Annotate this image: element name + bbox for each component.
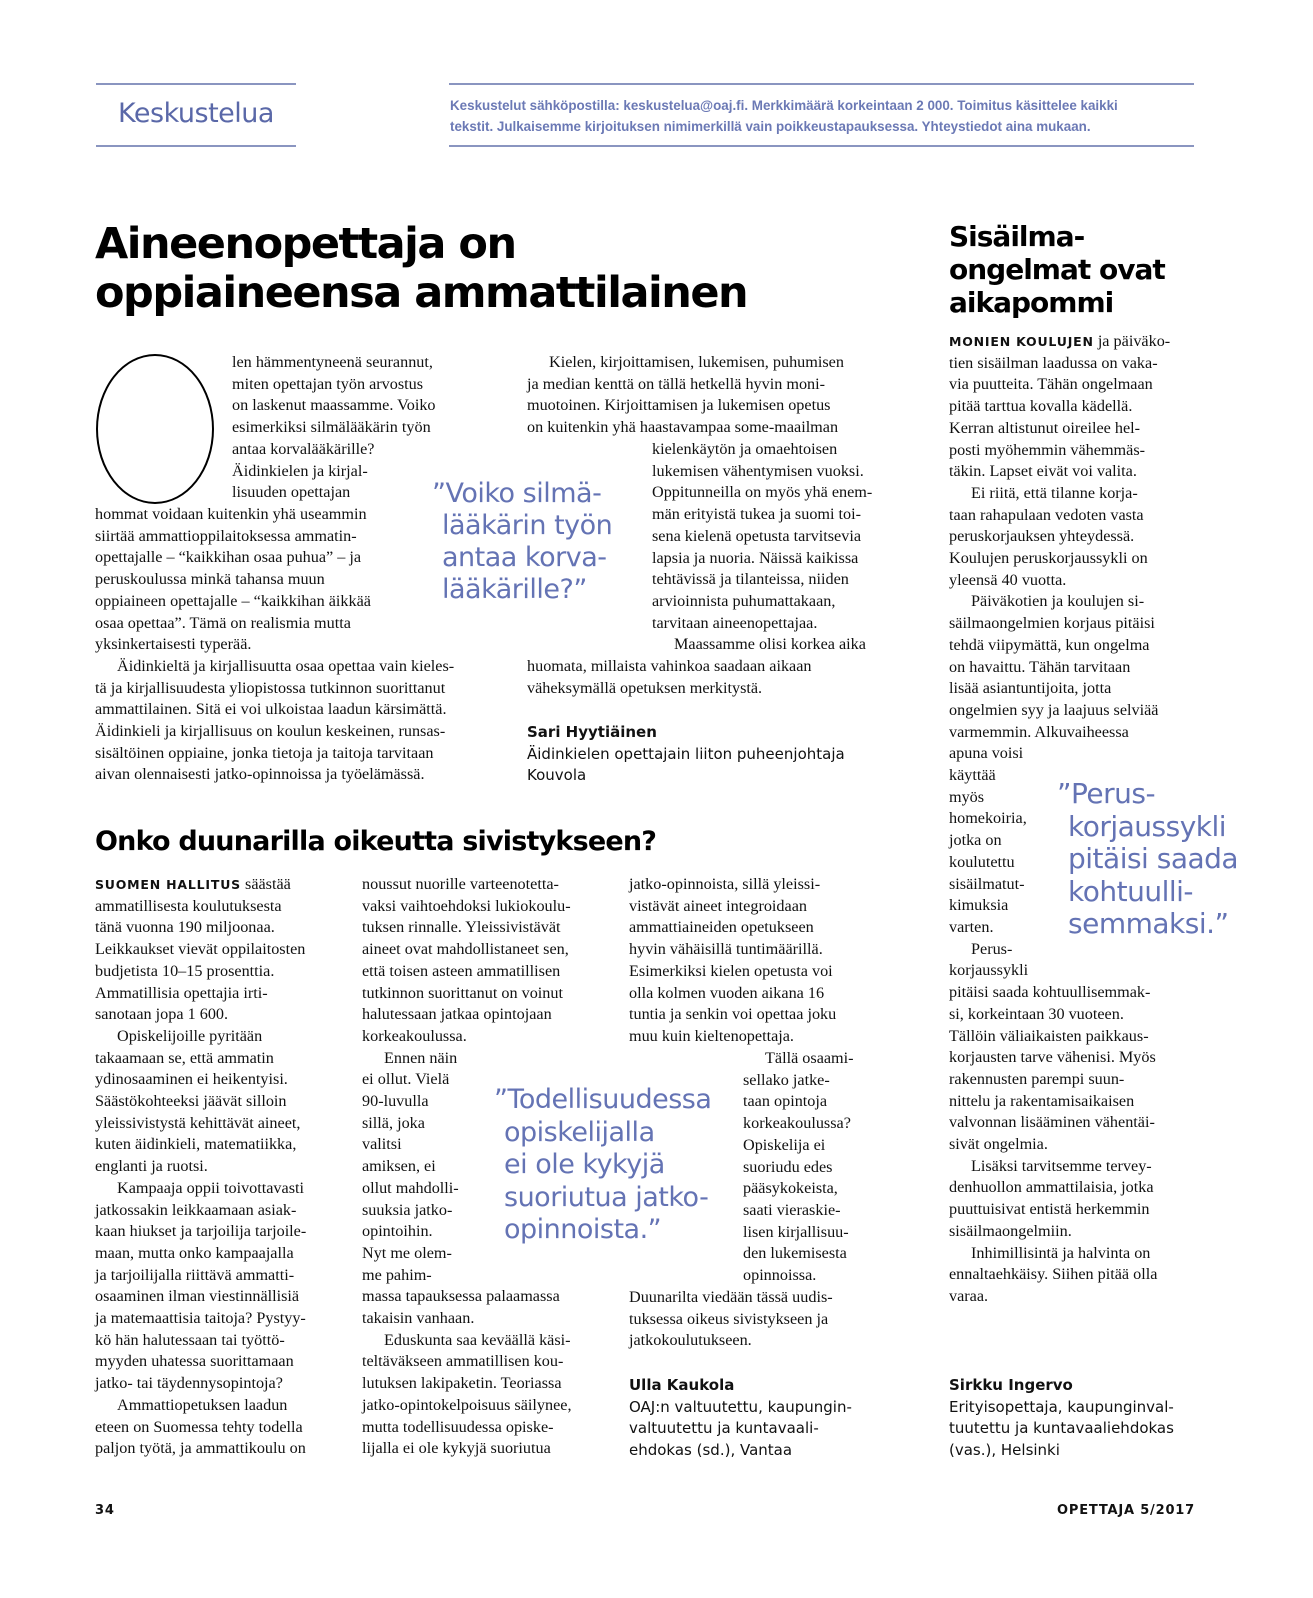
text-line: tuksen rinnalle. Yleissivistävät bbox=[362, 918, 561, 937]
text-line: mutta todellisuudessa opiske- bbox=[362, 1417, 554, 1436]
text-line: korjaussykli bbox=[949, 961, 1029, 980]
text-line: osaa opettaa”. Tämä on realismia mutta bbox=[95, 613, 351, 632]
text-line: varten. bbox=[949, 917, 994, 936]
article2-signature bbox=[949, 1375, 1174, 1462]
author-name: Sari Hyytiäinen bbox=[527, 723, 657, 741]
text-line: Leikkaukset vievät oppilaitosten bbox=[95, 940, 306, 959]
text-line: män erityistä tukea ja suomi toi- bbox=[652, 505, 862, 524]
text-line: ongelmien syy ja laajuus selviää bbox=[949, 700, 1159, 719]
text-line: olla kolmen vuoden aikana 16 bbox=[629, 983, 825, 1002]
text-line: tien sisäilman laadussa on vaka- bbox=[949, 353, 1158, 372]
text-line: jatko-opintokelpoisuus säilynee, bbox=[362, 1395, 572, 1414]
text-line: posti myöhemmin vähemmäs- bbox=[949, 440, 1146, 459]
text-line: lijalla ei ole kykyjä suoriutua bbox=[362, 1439, 551, 1458]
article3-col3-top bbox=[629, 874, 836, 1048]
text-line: peruskorjauksen yhteydessä. bbox=[949, 527, 1135, 546]
article1-intro-wrap bbox=[232, 352, 436, 504]
pull-quote-line: lääkärin työn bbox=[442, 510, 613, 541]
headline-line: Aineenopettaja on bbox=[95, 219, 516, 269]
text-line: ollut mahdolli- bbox=[362, 1178, 459, 1197]
text-line: myyden uhatessa suorittamaan bbox=[95, 1352, 294, 1371]
section-rule-bottom bbox=[96, 145, 296, 147]
headline-line: Sisäilma- bbox=[949, 220, 1085, 253]
text-line: len hämmentyneenä seurannut, bbox=[232, 353, 433, 371]
text-line: jatkokoulutukseen. bbox=[629, 1331, 752, 1350]
text-line: muu kuin kieltenopettaja. bbox=[629, 1026, 794, 1045]
text-line: tehdä viipymättä, kun ongelma bbox=[949, 635, 1150, 654]
text-line: ja matemaattisia taitoja? Pystyy- bbox=[95, 1309, 306, 1328]
text-line: vistävät aineet integroidaan bbox=[629, 896, 807, 915]
text-line: pitäisi saada kohtuullisemmak- bbox=[949, 983, 1151, 1002]
text-line: ammatillisesta koulutuksesta bbox=[95, 896, 282, 915]
pull-quote-line: ei ole kykyjä bbox=[504, 1149, 665, 1180]
text-line: sena kielenä opetusta tarvitsevia bbox=[652, 526, 862, 545]
text-line: noussut nuorille varteenotetta- bbox=[362, 875, 559, 893]
text-line: Maassamme olisi korkea aika bbox=[674, 635, 866, 654]
text-line: takaisin vanhaan. bbox=[362, 1309, 475, 1328]
text-line: oppiaineen opettajalle – “kaikkihan äikkää bbox=[95, 591, 371, 610]
text-line: lisen kirjallisuu- bbox=[743, 1222, 849, 1241]
text-line: si, korkeintaan 30 vuoteen. bbox=[949, 1004, 1124, 1023]
author-detail: Erityisopettaja, kaupunginval- bbox=[949, 1397, 1174, 1416]
text-line: Ennen näin bbox=[384, 1048, 458, 1067]
text-line: englanti ja ruotsi. bbox=[95, 1157, 208, 1176]
lead-in: SUOMEN HALLITUS bbox=[95, 877, 241, 892]
text-line: miten opettajan työn arvostus bbox=[232, 374, 424, 393]
text-line: Opiskelijoille pyritään bbox=[117, 1026, 263, 1045]
author-detail: Kouvola bbox=[527, 766, 587, 785]
text-line: homekoiria, bbox=[949, 809, 1027, 828]
text-line: ydinosaaminen ei heikentyisi. bbox=[95, 1070, 288, 1089]
pull-quote-line: kohtuulli- bbox=[1068, 874, 1194, 908]
article1-col1 bbox=[95, 504, 454, 786]
text-line: käyttää bbox=[949, 766, 996, 785]
text-line: on havaittu. Tähän tarvitaan bbox=[949, 657, 1131, 676]
article1-col2-bottom bbox=[527, 656, 812, 699]
text-line: me pahim- bbox=[362, 1265, 432, 1284]
text-line: denhuollon ammattilaisia, jotka bbox=[949, 1178, 1154, 1197]
section-label: Keskustelua bbox=[118, 98, 274, 129]
text-line: Ammatillisia opettajia irti- bbox=[95, 983, 268, 1002]
text-line: lutuksen lakipaketin. Teoriassa bbox=[362, 1374, 562, 1393]
text-line: koulutettu bbox=[949, 852, 1015, 871]
text-line: opinnoissa. bbox=[743, 1266, 817, 1285]
sidebar-headline bbox=[949, 220, 1165, 319]
text-line: Esimerkiksi kielen opetusta voi bbox=[629, 961, 833, 980]
text-line: pitää tarttua kovalla kädellä. bbox=[949, 397, 1133, 416]
text-line: Ei riitä, että tilanne korja- bbox=[971, 483, 1138, 502]
text-line: osaaminen ilman viestinnällisiä bbox=[95, 1287, 300, 1306]
text-line: tehtävissä ja tilanteissa, niiden bbox=[652, 570, 849, 589]
pull-quote bbox=[1057, 778, 1238, 941]
text-line: Kielen, kirjoittamisen, lukemisen, puhumisen bbox=[549, 353, 844, 371]
text-line: Perus- bbox=[971, 939, 1013, 958]
text-line: jotka on bbox=[949, 831, 1002, 850]
text-line: suuksia jatko- bbox=[362, 1200, 453, 1219]
text-line: säästää bbox=[240, 875, 291, 893]
author-detail: OAJ:n valtuutettu, kaupungin- bbox=[629, 1397, 852, 1416]
author-detail: (vas.), Helsinki bbox=[949, 1441, 1060, 1460]
text-line: suoriudu edes bbox=[743, 1157, 833, 1176]
text-line: hommat voidaan kuitenkin yhä useammin bbox=[95, 505, 367, 523]
text-line: kuten äidinkieli, matematiikka, bbox=[95, 1135, 297, 1154]
text-line: pääsykokeista, bbox=[743, 1179, 838, 1198]
text-line: ja tarjoilijalla riittävä ammatti- bbox=[95, 1265, 295, 1284]
text-line: massa tapauksessa palaamassa bbox=[362, 1287, 560, 1306]
author-detail: tuutettu ja kuntavaaliehdokas bbox=[949, 1419, 1174, 1438]
text-line: Koulujen peruskorjaussykli on bbox=[949, 549, 1148, 568]
text-line: Tällä osaami- bbox=[765, 1049, 854, 1067]
author-detail: ehdokas (sd.), Vantaa bbox=[629, 1441, 793, 1460]
text-line: ja median kenttä on tällä hetkellä hyvin moni- bbox=[527, 374, 826, 393]
header-note-rule-bottom bbox=[449, 145, 1194, 147]
text-line: Nyt me olem- bbox=[362, 1243, 452, 1262]
text-line: Äidinkielen ja kirjal- bbox=[232, 461, 368, 480]
text-line: Äidinkieli ja kirjallisuus on koulun keskeinen, runsas- bbox=[95, 722, 446, 741]
pull-quote-line: ”Todellisuudessa bbox=[494, 1084, 712, 1115]
text-line: opettajalle – “kaikkihan osaa puhua” – ja bbox=[95, 548, 362, 567]
text-line: arvioinnista puhumattakaan, bbox=[652, 591, 836, 610]
text-line: sisältöinen oppiaine, jonka tietoja ja taitoja tarvitaan bbox=[95, 743, 434, 762]
text-line: Ammattiopetuksen laadun bbox=[117, 1395, 288, 1414]
text-line: rakennusten parempi suun- bbox=[949, 1069, 1125, 1088]
text-line: säilmaongelmien korjaus pitäisi bbox=[949, 614, 1155, 633]
publication-issue: OPETTAJA 5/2017 bbox=[1057, 1503, 1195, 1518]
text-line: saati vieraskie- bbox=[743, 1200, 841, 1219]
text-line: vaksi vaihtoehdoksi lukiokoulu- bbox=[362, 896, 571, 915]
text-line: että toisen asteen ammatillisen bbox=[362, 961, 561, 980]
text-line: varmemmin. Alkuvaiheessa bbox=[949, 722, 1129, 741]
text-line: on laskenut maassamme. Voiko bbox=[232, 396, 436, 415]
text-line: Inhimillisintä ja halvinta on bbox=[971, 1243, 1151, 1262]
text-line: siirtää ammattioppilaitoksessa ammatin- bbox=[95, 526, 357, 545]
author-detail: Äidinkielen opettajain liiton puheenjohtaja bbox=[527, 744, 845, 763]
text-line: muotoinen. Kirjoittamisen ja lukemisen opetus bbox=[527, 396, 831, 415]
page-number: 34 bbox=[95, 1503, 115, 1518]
text-line: sillä, joka bbox=[362, 1113, 425, 1132]
section-rule-top bbox=[96, 83, 296, 85]
pull-quote-line: suoriutua jatko- bbox=[504, 1181, 709, 1213]
text-line: jatko- tai täydennysopintoja? bbox=[95, 1374, 283, 1393]
text-line: kielenkäytön ja omaehtoisen bbox=[652, 440, 838, 458]
text-line: aineet ovat mahdollistaneet sen, bbox=[362, 940, 569, 959]
pull-quote-line: opinnoista.” bbox=[504, 1214, 662, 1245]
text-line: jatkossakin leikkaamaan asiak- bbox=[95, 1200, 297, 1219]
author-name: Sirkku Ingervo bbox=[949, 1376, 1073, 1394]
text-line: tä ja kirjallisuudesta yliopistossa tutkinnon suorittanut bbox=[95, 678, 446, 697]
pull-quote-line: opiskelijalla bbox=[504, 1116, 655, 1148]
text-line: Tällöin väliaikaisten paikkaus- bbox=[949, 1026, 1149, 1045]
text-line: tuksessa oikeus sivistykseen ja bbox=[629, 1309, 829, 1328]
text-line: Säästökohteeksi jäävät silloin bbox=[95, 1092, 287, 1111]
text-line: Äidinkieltä ja kirjallisuutta osaa opettaa vain kieles- bbox=[117, 656, 455, 675]
text-line: amiksen, ei bbox=[362, 1157, 436, 1176]
text-line: tarvitaan aineenopettajaa. bbox=[652, 613, 818, 632]
text-line: yksinkertaisesti typerää. bbox=[95, 635, 252, 654]
text-line: halutessaan jatkaa opintojaan bbox=[362, 1005, 552, 1024]
text-line: 90-luvulla bbox=[362, 1092, 429, 1111]
text-line: den lukemisesta bbox=[743, 1244, 847, 1263]
article3-col1 bbox=[95, 874, 306, 1460]
text-line: ammattilainen. Sitä ei voi ulkoistaa laadun kärsimättä. bbox=[95, 700, 447, 719]
text-line: lisuuden opettajan bbox=[232, 483, 351, 502]
text-line: aivan olennaisesti jatko-opinnoissa ja työelämässä. bbox=[95, 765, 425, 784]
text-line: varaa. bbox=[949, 1286, 989, 1305]
text-line: peruskoulussa minkä tahansa muun bbox=[95, 570, 325, 589]
text-line: valvonnan lisääminen vähentäi- bbox=[949, 1113, 1155, 1132]
article1-col2-wrap bbox=[652, 439, 872, 656]
header-note-rule-top bbox=[449, 83, 1194, 85]
article3-headline: Onko duunarilla oikeutta sivistykseen? bbox=[95, 826, 657, 857]
text-line: sisäilmatut- bbox=[949, 874, 1025, 893]
pull-quote bbox=[432, 478, 612, 606]
text-line: Kampaaja oppii toivottavasti bbox=[117, 1178, 305, 1197]
submission-guidelines bbox=[450, 95, 1210, 137]
text-line: budjetista 10–15 prosenttia. bbox=[95, 961, 275, 980]
text-line: lisää asiantuntijoita, jotta bbox=[949, 679, 1112, 698]
text-line: ammattiaineiden opetukseen bbox=[629, 918, 814, 937]
text-line: Oppitunneilla on myös yhä enem- bbox=[652, 483, 873, 502]
text-line: tuntia ja senkin voi opettaa joku bbox=[629, 1005, 837, 1024]
article1-signature bbox=[527, 722, 845, 787]
text-line: taan rahapulaan vedoten vasta bbox=[949, 505, 1144, 524]
text-line: sellako jatke- bbox=[743, 1070, 830, 1089]
pull-quote-line: ”Perus- bbox=[1057, 777, 1156, 810]
text-line: ei ollut. Vielä bbox=[362, 1070, 450, 1089]
headline-line: oppiaineensa ammattilainen bbox=[95, 268, 748, 318]
text-line: ja päiväko- bbox=[1093, 332, 1171, 350]
text-line: apuna voisi bbox=[949, 744, 1024, 763]
text-line: korkeakoulussa? bbox=[743, 1114, 851, 1133]
text-line: paljon työtä, ja ammattikoulu on bbox=[95, 1439, 306, 1458]
text-line: täkin. Lapset eivät voi valita. bbox=[949, 462, 1137, 481]
text-line: takaamaan se, että ammatin bbox=[95, 1048, 274, 1067]
text-line: korkeakoulussa. bbox=[362, 1026, 467, 1045]
text-line: lukemisen vähentymisen vuoksi. bbox=[652, 461, 864, 480]
text-line: väheksymällä opetuksen merkitystä. bbox=[527, 678, 763, 697]
text-line: jatko-opinnoista, sillä yleissi- bbox=[629, 875, 821, 893]
text-line: on kuitenkin yhä haastavampaa some-maailman bbox=[527, 418, 839, 437]
text-line: puuttuisivat entistä herkemmin bbox=[949, 1200, 1150, 1219]
text-line: Lisäksi tarvitsemme tervey- bbox=[971, 1156, 1152, 1175]
pull-quote-line: ”Voiko silmä- bbox=[432, 478, 602, 509]
text-line: valitsi bbox=[362, 1135, 402, 1154]
text-line: ennaltaehkäisy. Siihen pitää olla bbox=[949, 1265, 1158, 1284]
text-line: korjausten tarve vähenisi. Myös bbox=[949, 1048, 1156, 1067]
text-line: opintoihin. bbox=[362, 1222, 433, 1241]
text-line: myös bbox=[949, 787, 985, 806]
guidelines-line: Keskustelut sähköpostilla: keskustelua@oaj.fi. Merkkimäärä korkeintaan 2 000. Toimitus käsittelee kaikki bbox=[450, 98, 1118, 113]
headline-line: aikapommi bbox=[949, 286, 1114, 319]
text-line: Opiskelija ei bbox=[743, 1135, 826, 1154]
article3-col3-bottom bbox=[629, 1287, 833, 1352]
guidelines-line: tekstit. Julkaisemme kirjoituksen nimimerkillä vain poikkeustapauksessa. Yhteystiedot aina mukaan. bbox=[450, 119, 1091, 134]
text-line: tänä vuonna 190 miljoonaa. bbox=[95, 918, 275, 937]
article3-signature bbox=[629, 1375, 852, 1462]
lead-in: MONIEN KOULUJEN bbox=[949, 334, 1094, 349]
pull-quote-line: korjaussykli bbox=[1068, 809, 1227, 843]
text-line: sivät ongelmia. bbox=[949, 1135, 1048, 1154]
text-line: Duunarilta viedään tässä uudis- bbox=[629, 1288, 833, 1306]
text-line: Kerran altistunut oireilee hel- bbox=[949, 418, 1141, 437]
text-line: huomata, millaista vahinkoa saadaan aikaan bbox=[527, 657, 812, 675]
pull-quote bbox=[494, 1084, 711, 1247]
text-line: kimuksia bbox=[949, 896, 1009, 915]
text-line: yleensä 40 vuotta. bbox=[949, 570, 1067, 589]
author-name: Ulla Kaukola bbox=[629, 1376, 735, 1394]
text-line: yleissivistystä kehittävät aineet, bbox=[95, 1113, 301, 1132]
article-headline bbox=[95, 220, 747, 318]
text-line: sanotaan jopa 1 600. bbox=[95, 1005, 229, 1024]
text-line: kaan hiukset ja tarjoilija tarjoile- bbox=[95, 1222, 307, 1241]
text-line: esimerkiksi silmälääkärin työn bbox=[232, 418, 431, 437]
text-line: Päiväkotien ja koulujen si- bbox=[971, 592, 1145, 611]
pull-quote-line: semmaksi.” bbox=[1068, 907, 1229, 940]
text-line: kö hän halutessaan tai työttö- bbox=[95, 1330, 285, 1349]
pull-quote-line: lääkärille?” bbox=[442, 574, 587, 605]
text-line: maan, mutta onko kampaajalla bbox=[95, 1243, 294, 1262]
text-line: hyvin vähäisillä tuntimäärillä. bbox=[629, 940, 823, 959]
text-line: eteen on Suomessa tehty todella bbox=[95, 1417, 303, 1436]
pull-quote-line: pitäisi saada bbox=[1068, 842, 1239, 875]
article1-col2-top bbox=[527, 352, 844, 439]
text-line: teltäväkseen ammatillisen kou- bbox=[362, 1352, 564, 1371]
pull-quote-line: antaa korva- bbox=[442, 542, 607, 573]
drop-cap-o bbox=[96, 354, 214, 504]
text-line: sisäilmaongelmiin. bbox=[949, 1221, 1072, 1240]
text-line: taan opintoja bbox=[743, 1092, 828, 1111]
text-line: antaa korvalääkärille? bbox=[232, 439, 375, 458]
text-line: tutkinnon suorittanut on voinut bbox=[362, 983, 563, 1002]
text-line: Eduskunta saa keväällä käsi- bbox=[384, 1330, 571, 1349]
text-line: nittelu ja rakentamisaikaisen bbox=[949, 1091, 1135, 1110]
headline-line: ongelmat ovat bbox=[949, 253, 1165, 286]
article3-col3-wrap bbox=[743, 1048, 854, 1287]
author-detail: valtuutettu ja kuntavaali- bbox=[629, 1419, 819, 1438]
text-line: lapsia ja nuoria. Näissä kaikissa bbox=[652, 548, 859, 567]
text-line: via puutteita. Tähän ongelmaan bbox=[949, 375, 1153, 394]
